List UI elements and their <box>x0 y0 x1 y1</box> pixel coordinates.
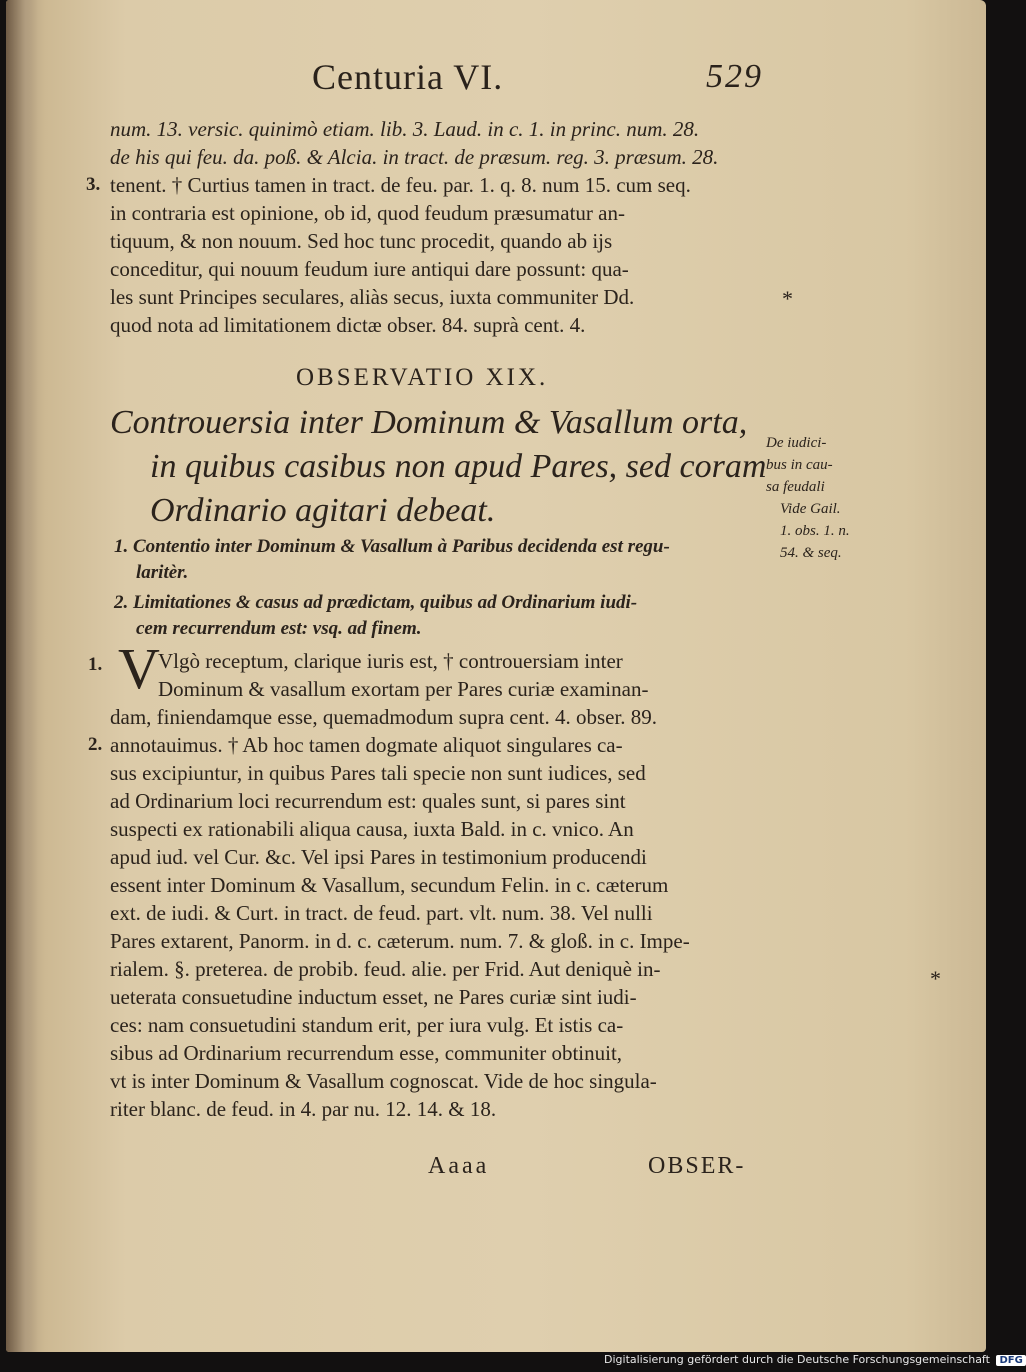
text-line: riter blanc. de feud. in 4. par nu. 12. 14. & 18. <box>110 1097 497 1121</box>
text-line: de his qui feu. da. poß. & Alcia. in tract. de præsum. reg. 3. præsum. 28. <box>110 145 719 169</box>
text-line: quod nota ad limitationem dictæ obser. 84. suprà cent. 4. <box>110 313 586 337</box>
observation-title-line: in quibus casibus non apud Pares, sed coram <box>150 448 767 485</box>
text-line: tenent. † Curtius tamen in tract. de feu. par. 1. q. 8. num 15. cum seq. <box>110 173 691 197</box>
margin-note-line: Vide Gail. <box>780 501 841 517</box>
summary-line: 2. Limitationes & casus ad prædictam, quibus ad Ordinarium iudi- <box>114 592 638 613</box>
text-line: ad Ordinarium loci recurrendum est: quales sunt, si pares sint <box>110 789 626 813</box>
text-line: tiquum, & non nouum. Sed hoc tunc procedit, quando ab ijs <box>110 229 613 253</box>
margin-asterisk: * <box>782 286 793 311</box>
page-header <box>0 56 1000 106</box>
page-gutter-shadow <box>6 0 38 1352</box>
margin-note-line: 1. obs. 1. n. <box>780 523 850 539</box>
text-line: ces: nam consuetudini standum erit, per iura vulg. Et istis ca- <box>110 1013 624 1037</box>
digitization-credit <box>604 1353 1026 1366</box>
summary-line: 1. Contentio inter Dominum & Vasallum à Paribus decidenda est regu- <box>114 536 670 557</box>
dfg-logo-icon: DFG <box>996 1355 1025 1366</box>
summary-line: laritèr. <box>136 562 189 583</box>
margin-number: 3. <box>86 174 101 195</box>
text-line: sus excipiuntur, in quibus Pares tali specie non sunt iudices, sed <box>110 761 646 785</box>
text-line: essent inter Dominum & Vasallum, secundum Felin. in c. cæterum <box>110 873 669 897</box>
credit-text: Digitalisierung gefördert durch die Deutsche Forschungsgemeinschaft <box>604 1353 990 1366</box>
text-line: sibus ad Ordinarium recurrendum esse, communiter obtinuit, <box>110 1041 623 1065</box>
text-line: rialem. §. preterea. de probib. feud. alie. per Frid. Aut deniquè in- <box>110 957 661 981</box>
observation-title-line: Controuersia inter Dominum & Vasallum orta, <box>110 404 748 441</box>
text-line: apud iud. vel Cur. &c. Vel ipsi Pares in testimonium producendi <box>110 845 647 869</box>
text-line: ueterata consuetudine inductum esset, ne Pares curiæ sint iudi- <box>110 985 637 1009</box>
running-title: Centuria VI. <box>312 57 504 97</box>
text-line: in contraria est opinione, ob id, quod feudum præsumatur an- <box>110 201 625 225</box>
text-line: les sunt Principes seculares, aliàs secus, iuxta communiter Dd. <box>110 285 635 309</box>
margin-note-line: 54. & seq. <box>780 545 842 561</box>
text-line: vt is inter Dominum & Vasallum cognoscat. Vide de hoc singula- <box>110 1069 657 1093</box>
summary-line: cem recurrendum est: vsq. ad finem. <box>136 618 422 639</box>
margin-asterisk: * <box>930 966 941 991</box>
text-line: num. 13. versic. quinimò etiam. lib. 3. Laud. in c. 1. in princ. num. 28. <box>110 117 700 141</box>
observation-title-line: Ordinario agitari debeat. <box>150 492 496 529</box>
section-heading: OBSERVATIO XIX. <box>296 364 549 391</box>
drop-capital: V <box>118 636 160 701</box>
text-line: Vlgò receptum, clarique iuris est, † controuersiam inter <box>158 649 623 673</box>
text-line: Pares extarent, Panorm. in d. c. cæterum. num. 7. & gloß. in c. Impe- <box>110 929 690 953</box>
signature-mark: Aaaa <box>428 1153 490 1179</box>
text-line: conceditur, qui nouum feudum iure antiqui dare possunt: qua- <box>110 257 629 281</box>
text-line: ext. de iudi. & Curt. in tract. de feud. part. vlt. num. 38. Vel nulli <box>110 901 653 925</box>
text-line: dam, finiendamque esse, quemadmodum supra cent. 4. obser. 89. <box>110 705 658 729</box>
catchword: OBSER- <box>648 1153 746 1179</box>
margin-number: 2. <box>88 734 103 755</box>
text-line: Dominum & vasallum exortam per Pares curiæ examinan- <box>158 677 649 701</box>
margin-number: 1. <box>88 654 103 675</box>
margin-note-line: bus in cau- <box>766 457 833 473</box>
text-line: annotauimus. † Ab hoc tamen dogmate aliquot singulares ca- <box>110 733 623 757</box>
text-line: suspecti ex rationabili aliqua causa, iuxta Bald. in c. vnico. An <box>110 817 634 841</box>
margin-note-line: De iudici- <box>766 435 827 451</box>
page-number: 529 <box>706 58 763 95</box>
margin-note-line: sa feudali <box>766 479 825 495</box>
